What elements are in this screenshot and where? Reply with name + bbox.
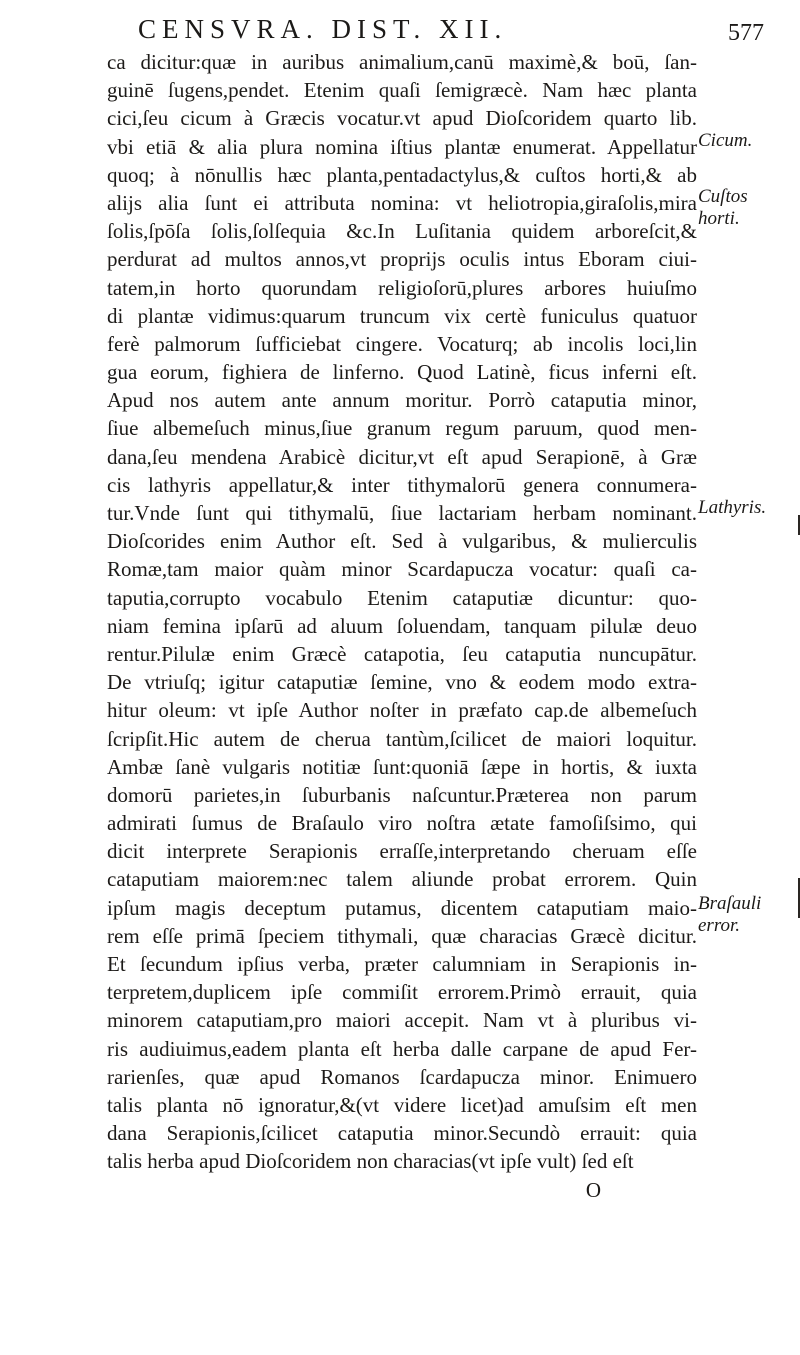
text-line: ris audiuimus,eadem planta eſt herba dalle carpane de apud Fer- <box>107 1036 697 1061</box>
text-line: niam femina ipſarū ad aluum ſoluendam, tanquam pilulæ deuo <box>107 613 697 638</box>
text-line: Et ſecundum ipſius verba, præter calumniam in Serapionis in- <box>107 952 697 976</box>
running-head <box>138 14 778 44</box>
text-line: rarienſes, quæ apud Romanos ſcardapucza minor. Enimuero <box>107 1064 697 1089</box>
marginal-note-brasauli-error: Braſauli error. <box>698 893 762 936</box>
text-line: talis planta nō ignoratur,&(vt videre licet)ad amuſsim eſt men <box>107 1092 697 1117</box>
text-line: dicit interprete Serapionis erraſſe,interpretando cheruam eſſe <box>107 839 697 864</box>
text-line: Ambæ ſanè vulgaris notitiæ ſunt:quoniā ſæpe in hortis, & iuxta <box>107 754 697 779</box>
text-line: guinē ſugens,pendet. Etenim quaſi ſemigræcè. Nam hæc planta <box>107 78 697 103</box>
text-line: quoq; à nōnullis hæc planta,pentadactylus,& cuſtos horti,& ab <box>107 162 697 187</box>
text-line: tur.Vnde ſunt qui tithymalū, ſiue lactariam herbam nominant. <box>107 501 697 525</box>
marginal-note-lathyris: Lathyris. <box>698 497 767 518</box>
text-line: terpretem,duplicem ipſe commiſit errorem.Primò errauit, quia <box>107 980 697 1005</box>
text-line: rentur.Pilulæ enim Græcè catapotia, ſeu cataputia nuncupātur. <box>107 641 697 666</box>
text-line: hitur oleum: vt ipſe Author noſter in præfato cap.de albemeſuch <box>107 698 697 723</box>
text-line: alijs alia ſunt ei attributa nomina: vt heliotropia,giraſolis,mira <box>107 190 697 215</box>
text-line: ca dicitur:quæ in auribus animalium,canū maximè,& boū, ſan- <box>107 50 697 74</box>
text-line: vbi etiā & alia plura nomina iſtius plantæ enumerat. Appellatur <box>107 134 697 159</box>
text-line: Romæ,tam maior quàm minor Scardapucza vocatur: quaſi ca- <box>107 557 697 582</box>
text-line: De vtriuſq; igitur cataputiæ ſemine, vno & eodem modo extra- <box>107 670 697 695</box>
text-line: minorem cataputiam,pro maiori accepit. Nam vt à pluribus vi- <box>107 1008 697 1033</box>
text-line: rem eſſe primā ſpeciem tithymali, quæ characias Græcè dicitur. <box>107 923 697 948</box>
text-line: talis herba apud Dioſcoridem non characias(vt ipſe vult) ſed eſt <box>107 1149 634 1174</box>
marginal-note-cicum: Cicum. <box>698 130 753 151</box>
text-line: dana,ſeu mendena Arabicè dicitur,vt eſt apud Serapionē, à Græ <box>107 444 697 469</box>
text-line: ipſum magis deceptum putamus, dicentem cataputiam maio- <box>107 895 697 920</box>
text-line: taputia,corrupto vocabulo Etenim cataputiæ dicuntur: quo- <box>107 585 697 610</box>
text-line: cataputiam maiorem:nec talem aliunde probat errorem. Quin <box>107 867 697 892</box>
text-line: dana Serapionis,ſcilicet cataputia minor.Secundò errauit: quia <box>107 1121 697 1146</box>
marginal-note-custos-horti: Cuſtos horti. <box>698 186 748 229</box>
text-line: domorū parietes,in ſuburbanis naſcuntur.Præterea non parum <box>107 782 697 807</box>
text-line: cis lathyris appellatur,& inter tithymalorū genera connumera- <box>107 472 697 497</box>
text-line: ferè palmorum ſufficiebat cingere. Vocaturq; ab incolis loci,lin <box>107 331 697 356</box>
text-line: Dioſcorides enim Author eſt. Sed à vulgaribus, & mulierculis <box>107 529 697 554</box>
text-line: admirati ſumus de Braſaulo viro noſtra ætate famoſiſsimo, qui <box>107 811 697 836</box>
body-text <box>107 48 697 1204</box>
text-line: ſolis,ſpōſa ſolis,ſolſequia &c.In Luſitania quidem arboreſcit,& <box>107 219 697 244</box>
text-line: di plantæ vidimus:quarum truncum vix certè funiculus quatuor <box>107 303 697 328</box>
text-line: cici,ſeu cicum à Græcis vocatur.vt apud Dioſcoridem quarto lib. <box>107 106 697 131</box>
text-line: ſcripſit.Hic autem de cherua tantùm,ſcilicet de maiori loquitur. <box>107 726 697 751</box>
page-number: 577 <box>728 20 764 46</box>
text-line: Apud nos autem ante annum moritur. Porrò cataputia minor, <box>107 388 697 413</box>
running-title: CENSVRA. DIST. XII. <box>138 14 508 44</box>
text-line: ſiue albemeſuch minus,ſiue granum regum paruum, quod men- <box>107 416 697 441</box>
text-line: perdurat ad multos annos,vt proprijs oculis intus Eboram ciui- <box>107 247 697 272</box>
text-line: gua eorum, fighiera de linferno. Quod Latinè, ficus inferni eſt. <box>107 360 697 385</box>
catchword: O <box>585 1177 601 1202</box>
text-line: tatem,in horto quorundam religioſorū,plures arbores huiuſmo <box>107 275 697 300</box>
